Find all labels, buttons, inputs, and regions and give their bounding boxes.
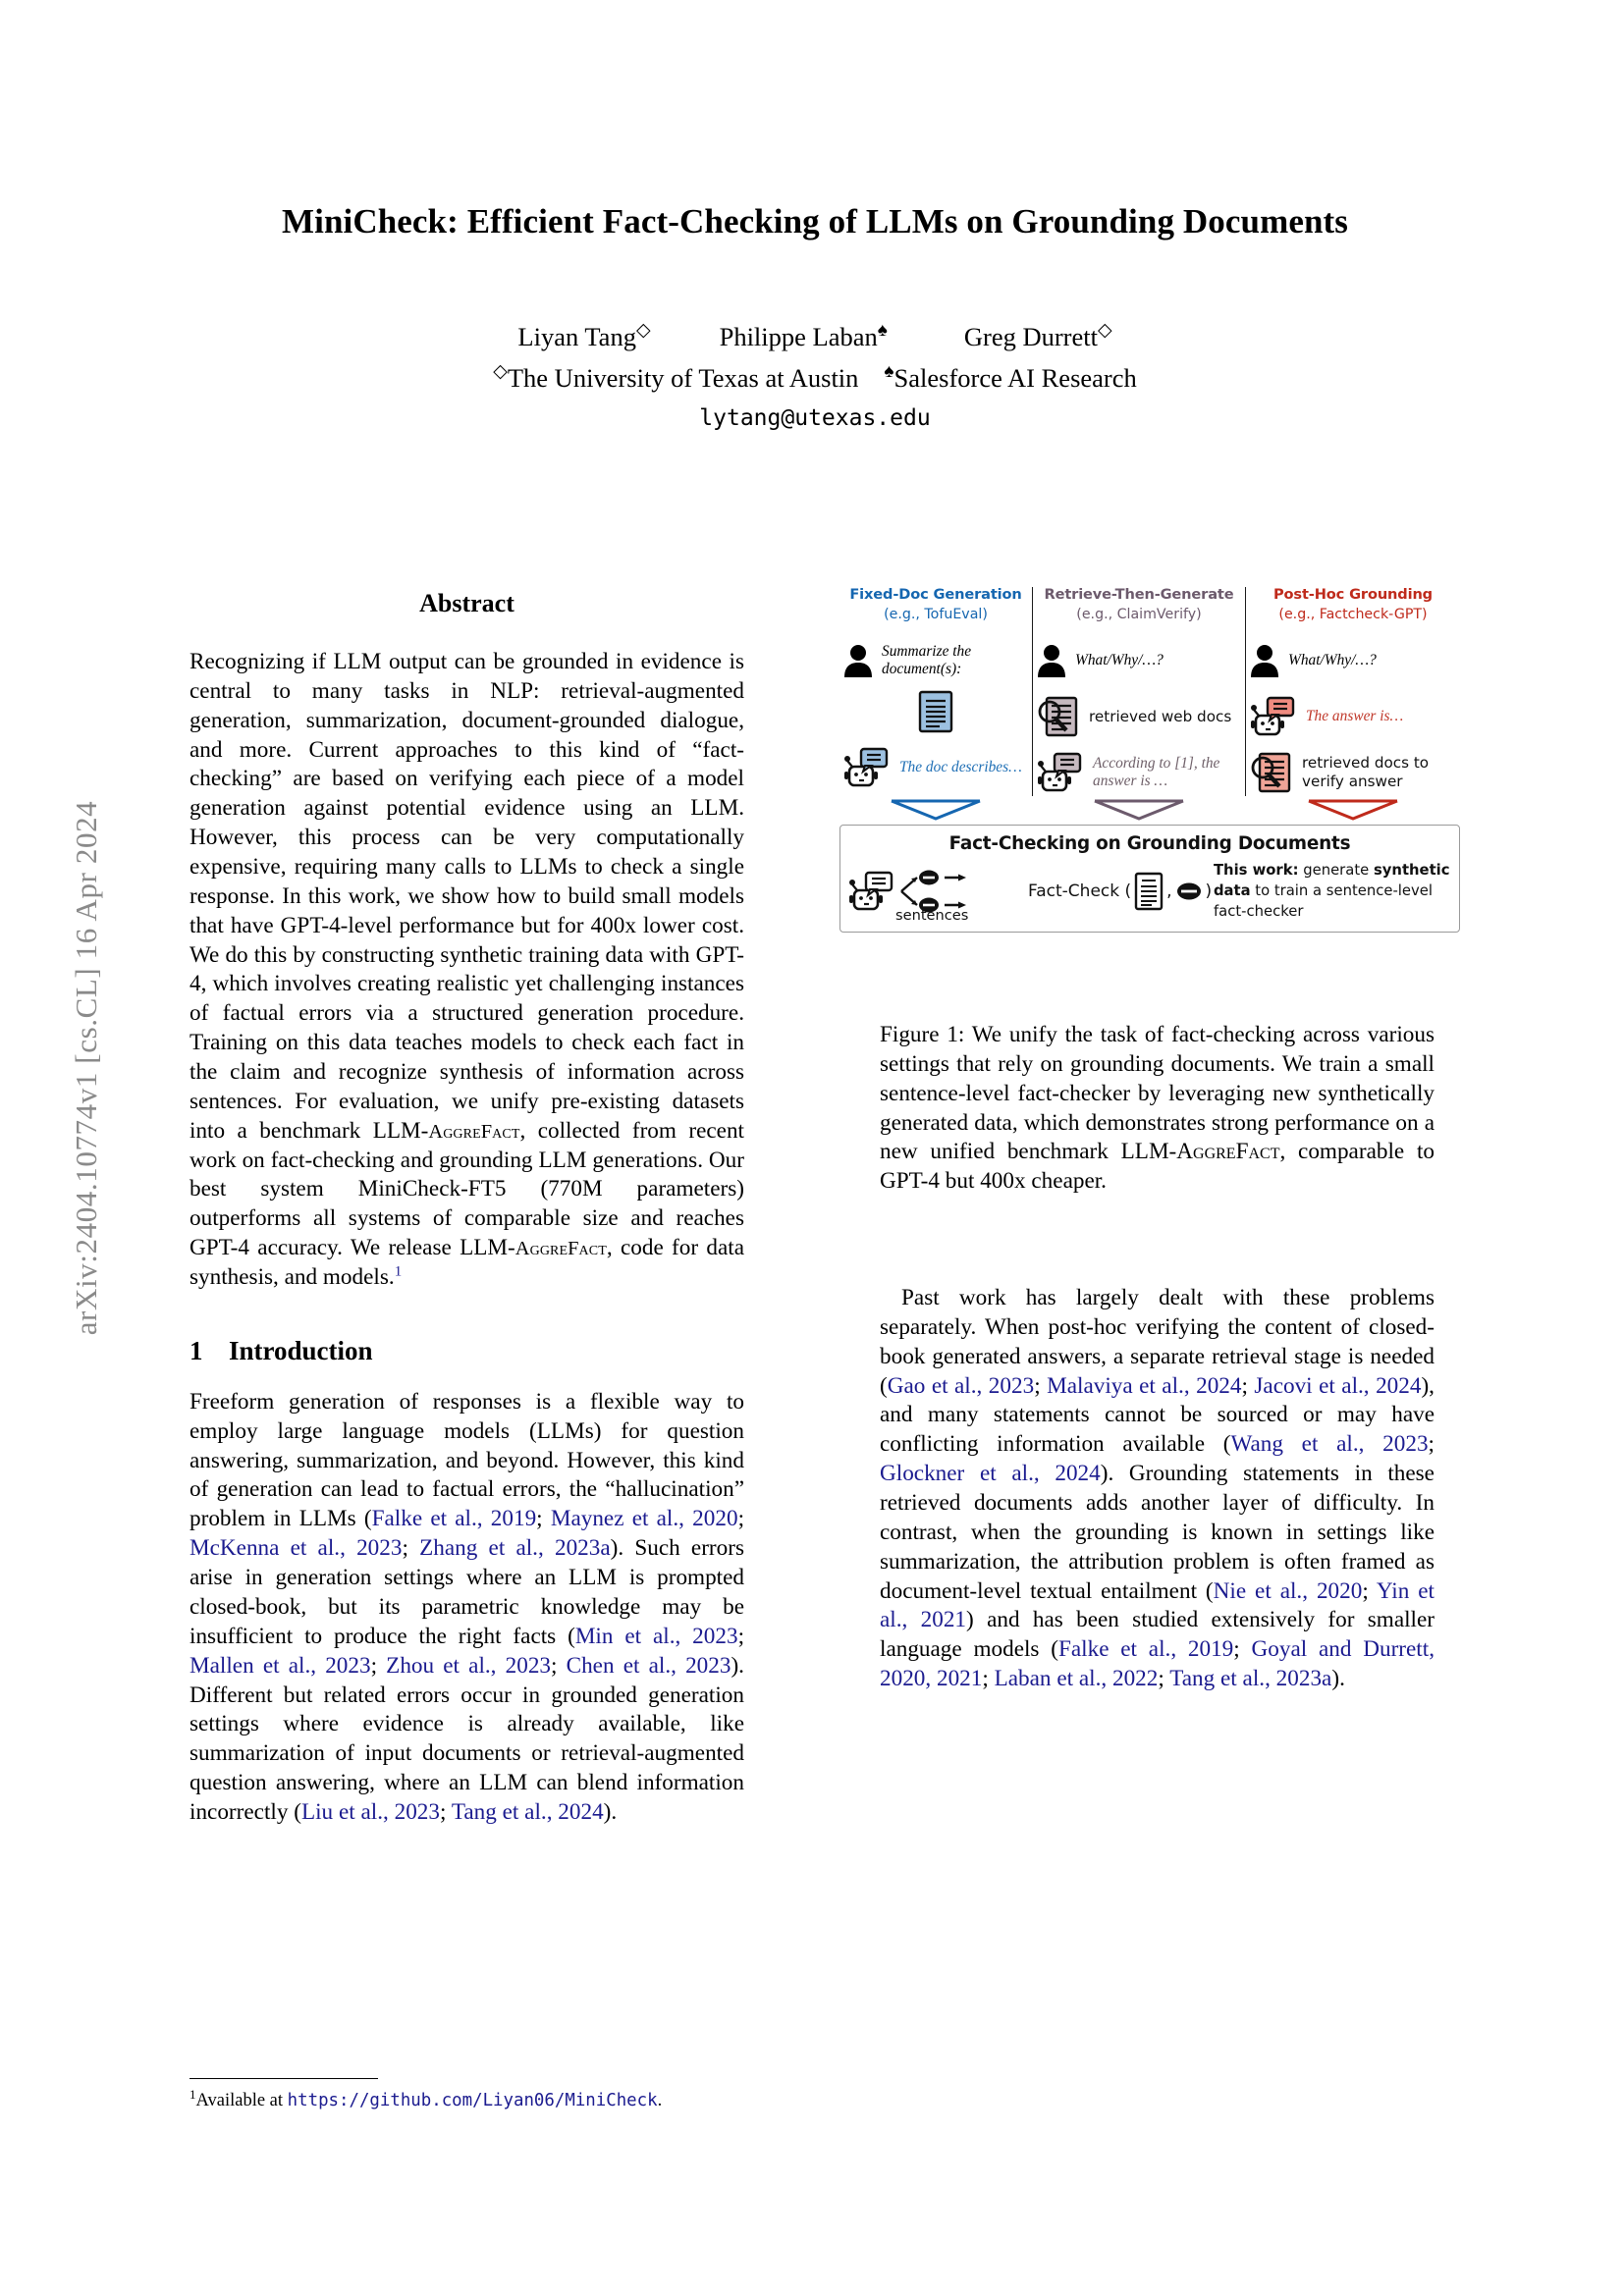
intro-paragraph-1-text: ). Such errors arise in generation settings where an LLM is prompted closed-book, but its parametric knowledge may be insufficient to produce the right facts ( [189, 1535, 744, 1649]
intro-paragraph-2-text: ; [1428, 1431, 1435, 1458]
citation-link[interactable]: Falke et al., 2019 [1057, 1636, 1234, 1663]
title-block [177, 201, 1453, 435]
figure-col3-row-1-text: What/Why/…? [1288, 651, 1377, 668]
figure-col1-row-3 [843, 744, 1028, 791]
section-heading-introduction [189, 1336, 744, 1366]
figure-col2-subtitle: (e.g., ClaimVerify) [1076, 606, 1202, 622]
intro-paragraph-2-text: ; [1233, 1636, 1252, 1663]
figure-col1-title: Fixed-Doc Generation [849, 586, 1022, 603]
citation-link[interactable]: Min et al., 2023 [574, 1623, 738, 1649]
intro-paragraph-2-text: ). [1331, 1666, 1345, 1692]
author-1-affil-mark: ◇ [635, 320, 651, 342]
person-icon [1250, 644, 1279, 677]
intro-paragraph-1-text: ; [402, 1535, 420, 1562]
footnote-ref[interactable]: 1 [394, 1263, 403, 1280]
author-3: Greg Durrett◇ [963, 320, 1112, 351]
figure-col1-row-1-text: Summarize the document(s): [882, 642, 972, 678]
citation-link[interactable]: Liu et al., 2023 [300, 1798, 440, 1825]
author-3-affil-mark: ◇ [1097, 320, 1112, 342]
footnote [189, 2086, 759, 2112]
figure-col2-row-3 [1037, 749, 1241, 796]
figure-caption-benchmark: AggreFact [1176, 1139, 1280, 1165]
figure-column-fixed-doc-generation [839, 587, 1032, 796]
figure-note-text-1: generate [1298, 862, 1374, 880]
figure-column-post-hoc-grounding [1246, 587, 1460, 796]
citation-link[interactable]: Mallen et al., 2023 [189, 1652, 371, 1679]
intro-paragraph-1-text: ; [737, 1506, 745, 1532]
intro-paragraph-2-text: ) and has been studied extensively for smaller language models ( [880, 1607, 1435, 1663]
figure-flow-arrows [839, 798, 1460, 824]
figure-factcheck-close: ) [1205, 881, 1213, 901]
figure-factcheck-label: Fact-Check ( [1028, 881, 1132, 901]
citation-link[interactable]: Gao et al., 2023 [887, 1372, 1035, 1399]
citation-link[interactable]: Tang et al., 2024 [451, 1798, 604, 1825]
intro-paragraph-2-text: ; [982, 1666, 995, 1692]
contact-email: lytang@utexas.edu [699, 405, 931, 432]
section-number: 1 [189, 1335, 203, 1365]
footnote-suffix: . [657, 2091, 663, 2110]
document-icon [1134, 872, 1164, 911]
figure-bottom-panel [839, 825, 1460, 933]
figure-col2-row-3-text: According to [1], the answer is … [1093, 754, 1220, 790]
citation-link[interactable]: Wang et al., 2023 [1230, 1431, 1429, 1458]
abstract-heading: Abstract [419, 589, 514, 617]
benchmark-name-2: AggreFact [514, 1238, 607, 1260]
abstract-text-2: , collected from recent work on fact-checking and grounding LLM generations. Our best system MiniCheck-FT5 (770M parameters) outperforms all systems of comparable size and reaches GPT-4 accuracy. We release LLM- [189, 1117, 744, 1261]
section-title: Introduction [229, 1335, 373, 1365]
figure-col2-title: Retrieve-Then-Generate [1044, 586, 1234, 603]
citation-link[interactable]: Chen et al., 2023 [566, 1652, 731, 1679]
intro-paragraph-2-text: ; [1158, 1666, 1170, 1692]
footnote-prefix: Available at [195, 2091, 288, 2110]
robot-icon [848, 870, 895, 913]
intro-paragraph-2-text: ). Grounding statements in these retrieved documents adds another layer of difficulty. In contrast, when the grounding is known in settings like summarization, the attribution problem is often framed as document-level textual entailment ( [880, 1461, 1435, 1604]
left-column [189, 589, 744, 1828]
person-icon [1037, 644, 1066, 677]
benchmark-name-1: AggreFact [428, 1120, 520, 1143]
intro-paragraph-2-text: ; [1362, 1577, 1377, 1604]
figure-column-retrieve-then-generate [1032, 587, 1246, 796]
figure-caption-end: , comparable to GPT-4 but 400x cheaper. [880, 1139, 1435, 1195]
citation-link[interactable]: Falke et al., 2019 [371, 1506, 537, 1532]
figure-caption-text: We unify the task of fact-checking across various settings that rely on grounding documents. We train a small sentence-level fact-checker by leveraging new synthetically generated data, which demonstrates strong performance on a new unified benchmark LLM- [880, 1022, 1435, 1165]
figure-col2-row-1 [1037, 637, 1241, 684]
figure-note-text-2: to train a sentence-level fact-checker [1213, 882, 1433, 921]
citation-link[interactable]: Goyal and Durrett, 2020, 2021 [880, 1636, 1435, 1692]
figure-this-work-note [1214, 860, 1451, 922]
intro-paragraph-2-text: ; [1034, 1372, 1048, 1399]
affil-1-name: The University of Texas at Austin [507, 362, 859, 393]
author-2: Philippe Laban♠ [719, 320, 888, 351]
person-icon [843, 644, 873, 677]
citation-link[interactable]: Yin et al., 2021 [880, 1577, 1435, 1633]
figure-col3-row-1 [1250, 637, 1456, 684]
abstract-body [189, 648, 744, 1293]
figure-col1-row-2 [843, 688, 1028, 735]
footnote-number: 1 [189, 2086, 196, 2102]
intro-paragraph-2-text: Past work has largely dealt with these problems separately. When post-hoc verifying the content of closed-book generated answers, a separate retrieval stage is needed ( [880, 1285, 1435, 1399]
figure-sentences-group [848, 866, 1028, 924]
intro-paragraph-1 [189, 1388, 744, 1828]
search-document-gray-icon [1037, 695, 1080, 738]
sentence-pill-icon [1175, 881, 1203, 902]
citation-link[interactable]: Zhang et al., 2023a [419, 1535, 611, 1562]
figure-col2-row-2 [1037, 693, 1241, 740]
author-list [177, 319, 1453, 435]
intro-paragraph-1-text: ; [551, 1652, 567, 1679]
intro-paragraph-2 [880, 1284, 1435, 1694]
figure-top-panels [839, 587, 1460, 796]
figure-caption-prefix: Figure 1: [880, 1022, 965, 1047]
citation-link[interactable]: Jacovi et al., 2024 [1254, 1372, 1422, 1399]
chevron-down-icon [839, 798, 1032, 824]
affil-2-mark: ♠ [884, 360, 894, 382]
citation-link[interactable]: Maynez et al., 2020 [550, 1506, 738, 1532]
author-1: Liyan Tang◇ [517, 320, 651, 351]
figure-col3-row-3-text: retrieved docs to verify answer [1302, 753, 1430, 791]
intro-paragraph-2-text: ), and many statements cannot be sourced or may have conflicting information available ( [880, 1372, 1435, 1458]
figure-sentences-label: sentences [895, 906, 969, 924]
citation-link[interactable]: Zhou et al., 2023 [386, 1652, 552, 1679]
robot-red-icon [1250, 696, 1297, 737]
citation-link[interactable]: Nie et al., 2020 [1213, 1577, 1363, 1604]
figure-factcheck-expression [1028, 872, 1214, 911]
arxiv-stamp: arXiv:2404.10774v1 [cs.CL] 16 Apr 2024 [69, 800, 103, 1336]
abstract-text-3: , code for data synthesis, and models. [189, 1235, 744, 1291]
figure-1 [839, 587, 1460, 933]
figure-col1-subtitle: (e.g., TofuEval) [884, 606, 988, 622]
figure-bottom-title: Fact-Checking on Grounding Documents [948, 833, 1351, 855]
robot-blue-icon [843, 747, 891, 788]
intro-paragraph-1-text: ; [370, 1652, 387, 1679]
search-document-red-icon [1250, 751, 1293, 794]
figure-col3-subtitle: (e.g., Factcheck-GPT) [1278, 606, 1428, 622]
figure-col3-row-3 [1250, 749, 1456, 796]
intro-paragraph-1-text: ). Different but related errors occur in grounded generation settings where evidence is already available, like summarization of input documents or retrieval-augmented question answering, where an LLM can blend information incorrectly ( [189, 1652, 744, 1825]
figure-caption [880, 1021, 1435, 1197]
figure-col3-title: Post-Hoc Grounding [1273, 586, 1433, 603]
footnote-url[interactable]: https://github.com/Liyan06/MiniCheck [287, 2091, 658, 2110]
robot-gray-icon [1037, 752, 1084, 793]
citation-link[interactable]: McKenna et al., 2023 [189, 1535, 403, 1562]
figure-bottom-row [848, 860, 1451, 922]
affil-2-name: Salesforce AI Research [893, 362, 1137, 393]
page-title: MiniCheck: Efficient Fact-Checking of LLMs on Grounding Documents [282, 202, 1348, 240]
chevron-down-icon [1032, 798, 1246, 824]
citation-link[interactable]: Tang et al., 2023a [1169, 1666, 1332, 1692]
figure-note-bold-1: This work: [1213, 862, 1299, 880]
abstract-text-1: Recognizing if LLM output can be grounded in evidence is central to many tasks in NLP: retrieval-augmented generation, summarization, document-grounded dialogue, and more. Current approaches to this kind of “fact-checking” are based on verifying each piece of a model generation against potential evidence using an LLM. However, this process can be very computationally expensive, requiring many calls to LLMs to check a single response. In this work, we show how to build small models that have GPT-4-level performance but for 400x lower cost. We do this by constructing synthetic training data with GPT-4, which involves creating realistic yet challenging instances of factual errors via a structured generation procedure. Training on this data teaches models to check each fact in the claim and recognize synthesis of information across sentences. For evaluation, we unify pre-existing datasets into a benchmark LLM- [189, 649, 744, 1144]
figure-col3-row-2-text: The answer is… [1306, 707, 1404, 724]
figure-col1-row-1 [843, 637, 1028, 684]
intro-paragraph-1-text: ; [439, 1798, 452, 1825]
document-blue-icon [918, 690, 953, 733]
affil-1-mark: ◇ [493, 360, 508, 382]
footnote-divider [189, 2078, 378, 2079]
intro-paragraph-1-text: ). [603, 1798, 618, 1825]
citation-link[interactable]: Glockner et al., 2024 [880, 1461, 1101, 1487]
citation-link[interactable]: Malaviya et al., 2024 [1047, 1372, 1242, 1399]
intro-paragraph-1-text: ; [536, 1506, 551, 1532]
figure-col2-row-2-text: retrieved web docs [1089, 707, 1232, 725]
intro-paragraph-1-text: Freeform generation of responses is a flexible way to employ large language models (LLMs) for question answering, summarization, and beyond. However, this kind of generation can lead to factual errors, the “hallucination” problem in LLMs ( [189, 1388, 744, 1532]
intro-paragraph-2-text: ; [1241, 1372, 1255, 1399]
figure-factcheck-comma: , [1166, 881, 1172, 901]
figure-col2-row-1-text: What/Why/…? [1075, 651, 1164, 668]
citation-link[interactable]: Laban et al., 2022 [994, 1666, 1159, 1692]
intro-paragraph-1-text: ; [737, 1623, 745, 1649]
affiliation-list [177, 360, 1453, 398]
chevron-down-icon [1246, 798, 1460, 824]
figure-col1-row-3-text: The doc describes… [899, 758, 1022, 775]
author-2-affil-mark: ♠ [877, 320, 888, 342]
figure-col3-row-2 [1250, 693, 1456, 740]
figure-note-bold-2: synthetic data [1213, 862, 1450, 900]
